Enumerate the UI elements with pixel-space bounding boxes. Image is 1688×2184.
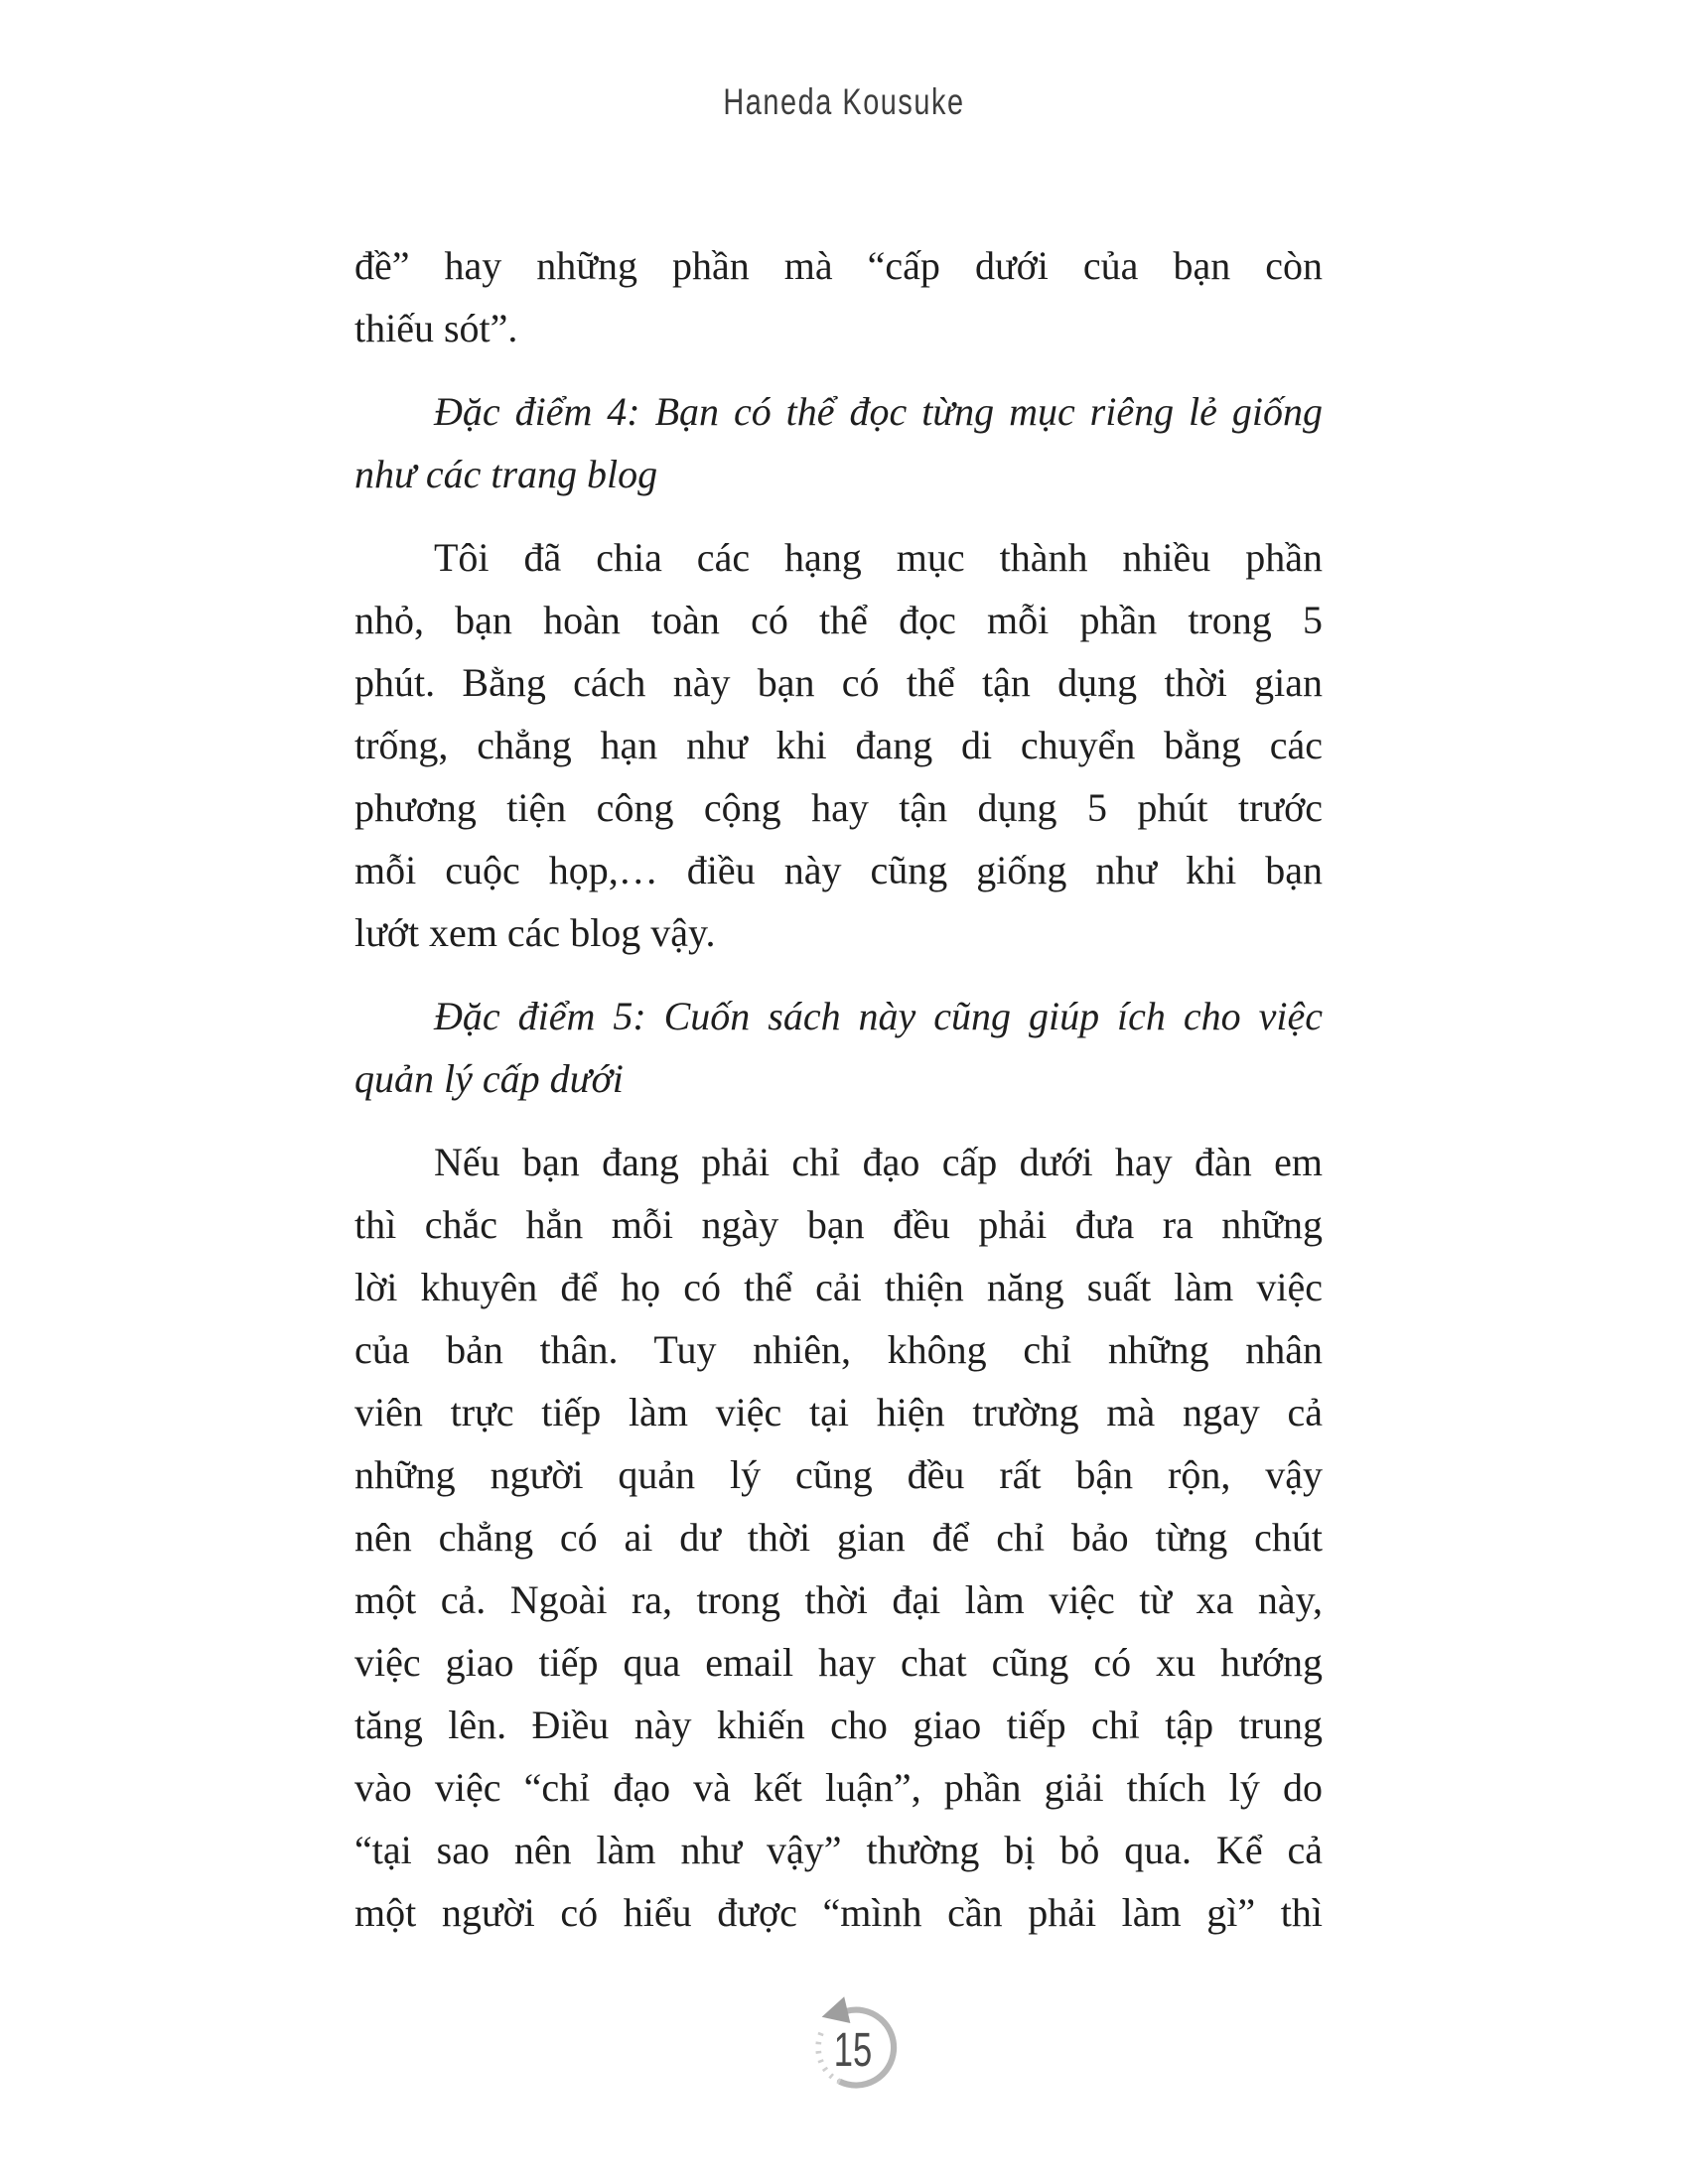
paragraph [354, 234, 1323, 359]
section-heading [354, 380, 1323, 505]
text-line: nhỏ, bạn hoàn toàn có thể đọc mỗi phần trong 5 [354, 598, 1323, 642]
text-line: đề” hay những phần mà “cấp dưới của bạn còn [354, 243, 1323, 288]
text-line: tăng lên. Điều này khiến cho giao tiếp chỉ tập trung [354, 1703, 1323, 1747]
text-line: viên trực tiếp làm việc tại hiện trường mà ngay cả [354, 1390, 1323, 1434]
running-header: Haneda Kousuke [723, 81, 965, 122]
text-line: Tôi đã chia các hạng mục thành nhiều phần [434, 535, 1323, 580]
text-line: nên chẳng có ai dư thời gian để chỉ bảo từng chút [354, 1515, 1323, 1560]
text-line: thì chắc hẳn mỗi ngày bạn đều phải đưa ra những [354, 1202, 1323, 1247]
text-line: của bản thân. Tuy nhiên, không chỉ những nhân [354, 1327, 1323, 1372]
text-line: trống, chẳng hạn như khi đang di chuyển bằng các [354, 723, 1323, 767]
text-column [354, 234, 1323, 1944]
page-footer [797, 1986, 914, 2104]
text-line: vào việc “chỉ đạo và kết luận”, phần giải thích lý do [354, 1765, 1323, 1810]
text-line: lời khuyên để họ có thể cải thiện năng suất làm việc [354, 1265, 1323, 1309]
text-line: những người quản lý cũng đều rất bận rộn, vậy [354, 1452, 1323, 1497]
text-line: Đặc điểm 5: Cuốn sách này cũng giúp ích cho việc [434, 994, 1323, 1038]
text-line: việc giao tiếp qua email hay chat cũng có xu hướng [354, 1640, 1323, 1685]
section-heading [354, 985, 1323, 1110]
text-line: phương tiện công cộng hay tận dụng 5 phút trước [354, 785, 1323, 830]
paragraph [354, 526, 1323, 964]
text-line: mỗi cuộc họp,… điều này cũng giống như khi bạn [354, 848, 1323, 892]
text-line: như các trang blog [354, 452, 658, 496]
page-number: 15 [833, 2023, 873, 2077]
text-line: một người có hiểu được “mình cần phải làm gì” thì [354, 1890, 1323, 1935]
text-line: Đặc điểm 4: Bạn có thể đọc từng mục riêng lẻ giống [434, 389, 1323, 434]
text-line: quản lý cấp dưới [354, 1056, 624, 1101]
text-line: lướt xem các blog vậy. [354, 910, 716, 955]
text-line: “tại sao nên làm như vậy” thường bị bỏ qua. Kể cả [354, 1828, 1323, 1872]
text-line: một cả. Ngoài ra, trong thời đại làm việc từ xa này, [354, 1577, 1323, 1622]
paragraph [354, 1131, 1323, 1944]
text-line: phút. Bằng cách này bạn có thể tận dụng thời gian [354, 660, 1323, 705]
text-line: thiếu sót”. [354, 306, 518, 350]
text-line: Nếu bạn đang phải chỉ đạo cấp dưới hay đàn em [434, 1140, 1323, 1184]
